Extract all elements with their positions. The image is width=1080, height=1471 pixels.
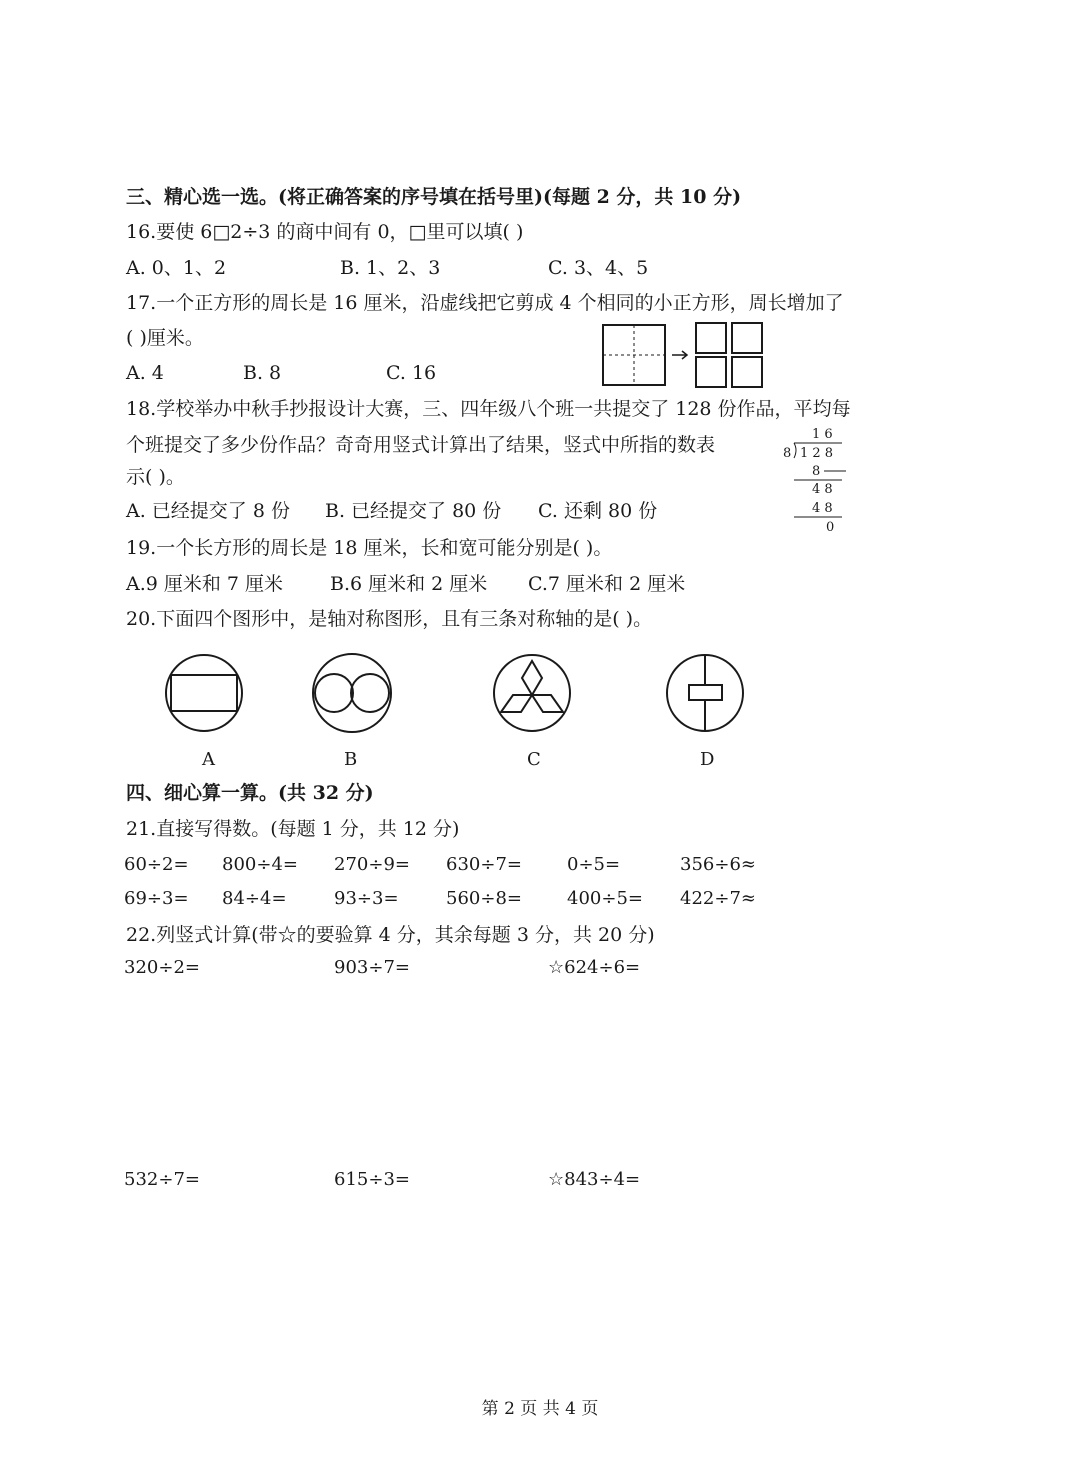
question-20-stem: 20.下面四个图形中，是轴对称图形，且有三条对称轴的是( )。 (126, 608, 653, 630)
division-quotient: 1 6 (812, 427, 833, 442)
q17-option-c: C. 16 (386, 362, 437, 384)
question-19-stem: 19.一个长方形的周长是 18 厘米，长和宽可能分别是( )。 (126, 537, 613, 559)
question-18-stem: 18.学校举办中秋手抄报设计大赛，三、四年级八个班一共提交了 128 份作品，平均每 (126, 398, 851, 420)
figure-b-circle-two-circles (310, 652, 394, 736)
q22-calc: ☆843÷4= (548, 1169, 641, 1190)
q21-calc: 560÷8= (446, 888, 522, 909)
q16-option-a: A. 0、1、2 (126, 257, 227, 279)
figure-c-label: C (527, 749, 541, 770)
q17-option-a: A. 4 (126, 362, 164, 384)
figure-a-circle-rectangle (163, 652, 247, 736)
q21-calc: 60÷2= (124, 854, 189, 875)
division-step1: 8 (812, 464, 821, 479)
q18-option-c: C. 还剩 80 份 (538, 500, 658, 522)
q21-calc: 84÷4= (222, 888, 287, 909)
section-3-title: 三、精心选一选。(将正确答案的序号填在括号里)(每题 2 分，共 10 分) (126, 186, 742, 208)
figure-a-label: A (202, 749, 215, 770)
q22-calc: 903÷7= (334, 957, 410, 978)
q21-calc: 69÷3= (124, 888, 189, 909)
q21-calc: 400÷5= (567, 888, 643, 909)
q21-calc: 800÷4= (222, 854, 298, 875)
q21-calc: 93÷3= (334, 888, 399, 909)
q21-calc: 356÷6≈ (680, 854, 756, 875)
q18-option-a: A. 已经提交了 8 份 (126, 500, 290, 522)
question-18-stem-cont: 个班提交了多少份作品？奇奇用竖式计算出了结果，竖式中所指的数表 (126, 434, 716, 456)
long-division-figure (780, 425, 850, 535)
q22-calc: 532÷7= (124, 1169, 200, 1190)
figure-d-label: D (700, 749, 715, 770)
square-cut-figure (600, 320, 770, 390)
division-divisor: 8 (783, 446, 792, 461)
division-step2: 4 8 (812, 482, 833, 497)
q22-calc: 320÷2= (124, 957, 200, 978)
q18-option-b: B. 已经提交了 80 份 (325, 500, 502, 522)
q19-option-b: B.6 厘米和 2 厘米 (330, 573, 488, 595)
figure-b-label: B (344, 749, 358, 770)
page-number-footer: 第 2 页 共 4 页 (481, 1399, 599, 1419)
q22-calc: ☆624÷6= (548, 957, 641, 978)
q19-option-c: C.7 厘米和 2 厘米 (528, 573, 686, 595)
division-remainder: 0 (826, 520, 835, 535)
figure-c-circle-three-rhombi (491, 652, 575, 736)
q21-calc: 270÷9= (334, 854, 410, 875)
question-21-stem: 21.直接写得数。(每题 1 分，共 12 分) (126, 818, 460, 840)
q21-calc: 422÷7≈ (680, 888, 756, 909)
q19-option-a: A.9 厘米和 7 厘米 (126, 573, 284, 595)
section-4-title: 四、细心算一算。(共 32 分) (126, 782, 374, 804)
q16-option-b: B. 1、2、3 (340, 257, 441, 279)
question-17-stem: 17.一个正方形的周长是 16 厘米，沿虚线把它剪成 4 个相同的小正方形，周长增加了 (126, 292, 844, 314)
question-16-stem: 16.要使 6□2÷3 的商中间有 0，□里可以填( ) (126, 221, 524, 243)
division-dividend: 1 2 8 (800, 446, 834, 461)
figure-d-circle-line-rectangle (663, 652, 747, 736)
q21-calc: 0÷5= (567, 854, 621, 875)
question-22-stem: 22.列竖式计算(带☆的要验算 4 分，其余每题 3 分，共 20 分) (126, 924, 655, 946)
q16-option-c: C. 3、4、5 (548, 257, 649, 279)
question-17-stem-cont: ( )厘米。 (126, 327, 204, 349)
q17-option-b: B. 8 (243, 362, 282, 384)
question-18-stem-cont2: 示( )。 (126, 466, 185, 488)
q21-calc: 630÷7= (446, 854, 522, 875)
q22-calc: 615÷3= (334, 1169, 410, 1190)
division-step3: 4 8 (812, 501, 833, 516)
